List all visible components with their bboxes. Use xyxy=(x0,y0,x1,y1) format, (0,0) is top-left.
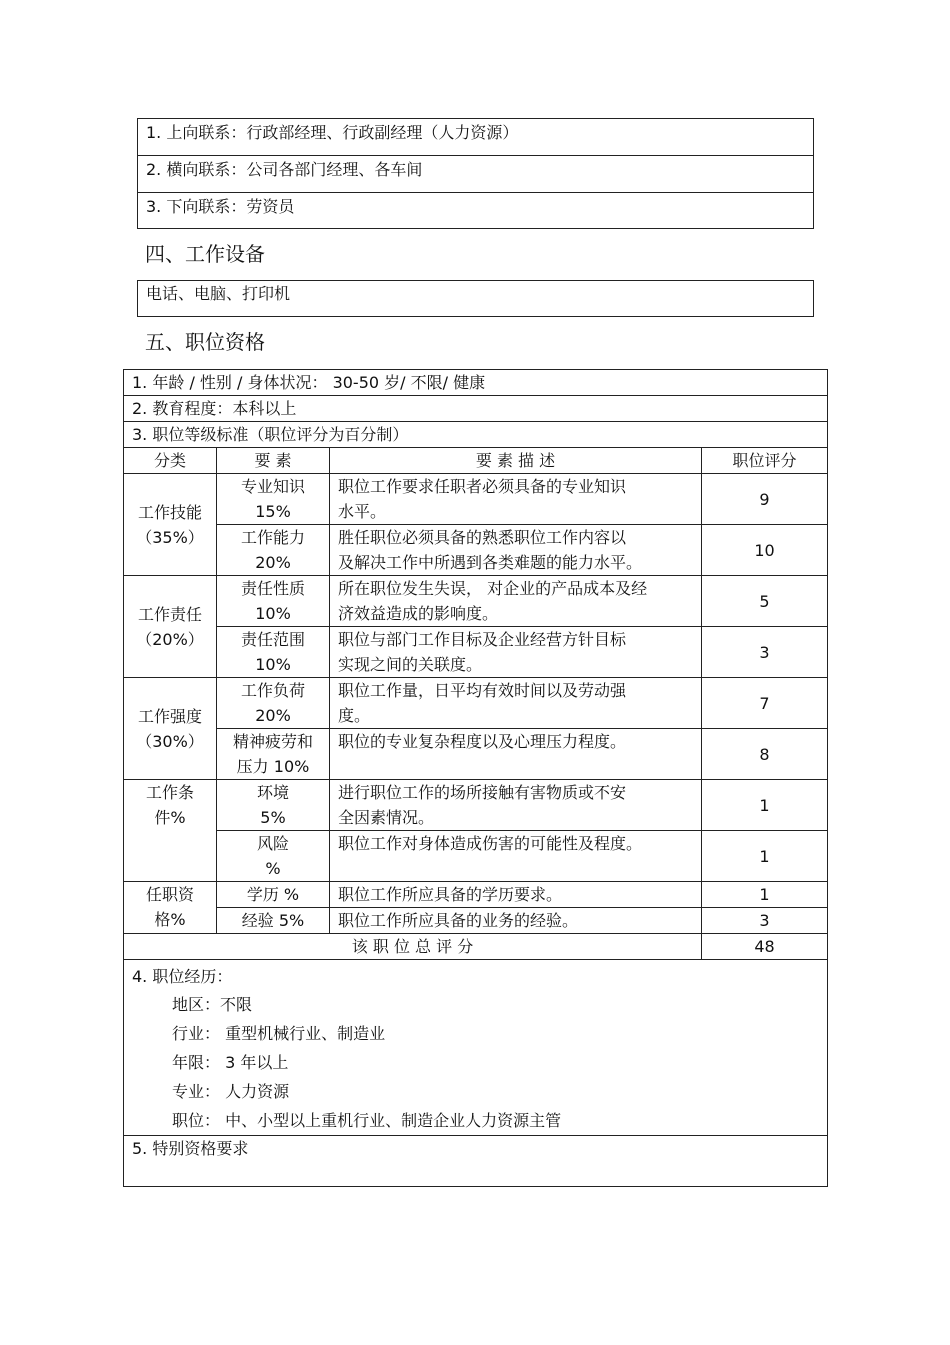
qual-age-row: 1. 年龄 / 性别 / 身体状况： 30-50 岁/ 不限/ 健康 xyxy=(124,370,828,396)
relation-horizontal: 2. 横向联系：公司各部门经理、各车间 xyxy=(138,156,813,193)
element-cell: 工作负荷 20% xyxy=(217,678,330,729)
element-cell: 学历 % xyxy=(217,882,330,908)
table-row xyxy=(124,525,828,576)
score-cell: 3 xyxy=(702,627,828,678)
relations-box xyxy=(137,118,814,229)
section4-title: 四、工作设备 xyxy=(145,242,265,266)
group-name: 工作技能 （35%） xyxy=(124,474,217,576)
section5-title: 五、职位资格 xyxy=(145,330,265,354)
element-cell: 责任范围 10% xyxy=(217,627,330,678)
experience-industry: 行业： 重型机械行业、制造业 xyxy=(172,1024,386,1043)
group-name: 任职资 格% xyxy=(124,882,217,934)
table-row xyxy=(124,576,828,627)
group-name: 工作责任 （20%） xyxy=(124,576,217,678)
desc-cell: 所在职位发生失误， 对企业的产品成本及经 济效益造成的影响度。 xyxy=(330,576,702,627)
score-cell: 9 xyxy=(702,474,828,525)
score-cell: 10 xyxy=(702,525,828,576)
qualification-table xyxy=(123,369,828,1187)
equipment-text: 电话、电脑、打印机 xyxy=(146,284,291,303)
score-cell: 7 xyxy=(702,678,828,729)
score-cell: 5 xyxy=(702,576,828,627)
desc-cell: 职位工作所应具备的业务的经验。 xyxy=(330,908,702,934)
table-row xyxy=(124,729,828,780)
desc-cell: 胜任职位必须具备的熟悉职位工作内容以 及解决工作中所遇到各类难题的能力水平。 xyxy=(330,525,702,576)
table-row xyxy=(124,474,828,525)
total-label: 该 职 位 总 评 分 xyxy=(124,934,702,960)
relation-down: 3. 下向联系：劳资员 xyxy=(146,197,295,216)
element-cell: 责任性质 10% xyxy=(217,576,330,627)
table-header xyxy=(124,448,828,474)
experience-position: 职位： 中、小型以上重机行业、制造企业人力资源主管 xyxy=(172,1111,562,1130)
qual-grade-row: 3. 职位等级标准（职位评分为百分制） xyxy=(124,422,828,448)
desc-cell: 职位的专业复杂程度以及心理压力程度。 xyxy=(330,729,702,780)
special-row xyxy=(124,1136,828,1187)
score-cell: 3 xyxy=(702,908,828,934)
desc-cell: 进行职位工作的场所接触有害物质或不安 全因素情况。 xyxy=(330,780,702,831)
experience-region: 地区：不限 xyxy=(172,995,253,1014)
element-cell: 经验 5% xyxy=(217,908,330,934)
equipment-box xyxy=(137,280,814,317)
experience-major: 专业： 人力资源 xyxy=(172,1082,290,1101)
score-cell: 8 xyxy=(702,729,828,780)
header-score: 职位评分 xyxy=(702,448,828,474)
header-category: 分类 xyxy=(124,448,217,474)
element-cell: 风险 % xyxy=(217,831,330,882)
header-element: 要 素 xyxy=(217,448,330,474)
table-row xyxy=(124,882,828,908)
experience-row xyxy=(124,960,828,1136)
score-cell: 1 xyxy=(702,882,828,908)
header-desc: 要 素 描 述 xyxy=(330,448,702,474)
table-row xyxy=(124,678,828,729)
relation-up: 1. 上向联系：行政部经理、行政副经理（人力资源） xyxy=(138,119,813,156)
experience-cell xyxy=(124,960,828,1136)
experience-title: 4. 职位经历： xyxy=(132,967,233,986)
special-cell: 5. 特别资格要求 xyxy=(124,1136,828,1187)
table-row xyxy=(124,831,828,882)
score-cell: 1 xyxy=(702,831,828,882)
element-cell: 环境 5% xyxy=(217,780,330,831)
element-cell: 精神疲劳和 压力 10% xyxy=(217,729,330,780)
score-cell: 1 xyxy=(702,780,828,831)
desc-cell: 职位工作对身体造成伤害的可能性及程度。 xyxy=(330,831,702,882)
table-row xyxy=(124,780,828,831)
desc-cell: 职位工作所应具备的学历要求。 xyxy=(330,882,702,908)
total-row xyxy=(124,934,828,960)
desc-cell: 职位工作量，日平均有效时间以及劳动强 度。 xyxy=(330,678,702,729)
element-cell: 专业知识 15% xyxy=(217,474,330,525)
qual-education-row: 2. 教育程度：本科以上 xyxy=(124,396,828,422)
group-name: 工作强度 （30%） xyxy=(124,678,217,780)
table-row xyxy=(124,908,828,934)
group-name: 工作条 件% xyxy=(124,780,217,882)
desc-cell: 职位工作要求任职者必须具备的专业知识 水平。 xyxy=(330,474,702,525)
experience-years: 年限： 3 年以上 xyxy=(172,1053,289,1072)
desc-cell: 职位与部门工作目标及企业经营方针目标 实现之间的关联度。 xyxy=(330,627,702,678)
total-score: 48 xyxy=(702,934,828,960)
element-cell: 工作能力 20% xyxy=(217,525,330,576)
table-row xyxy=(124,627,828,678)
